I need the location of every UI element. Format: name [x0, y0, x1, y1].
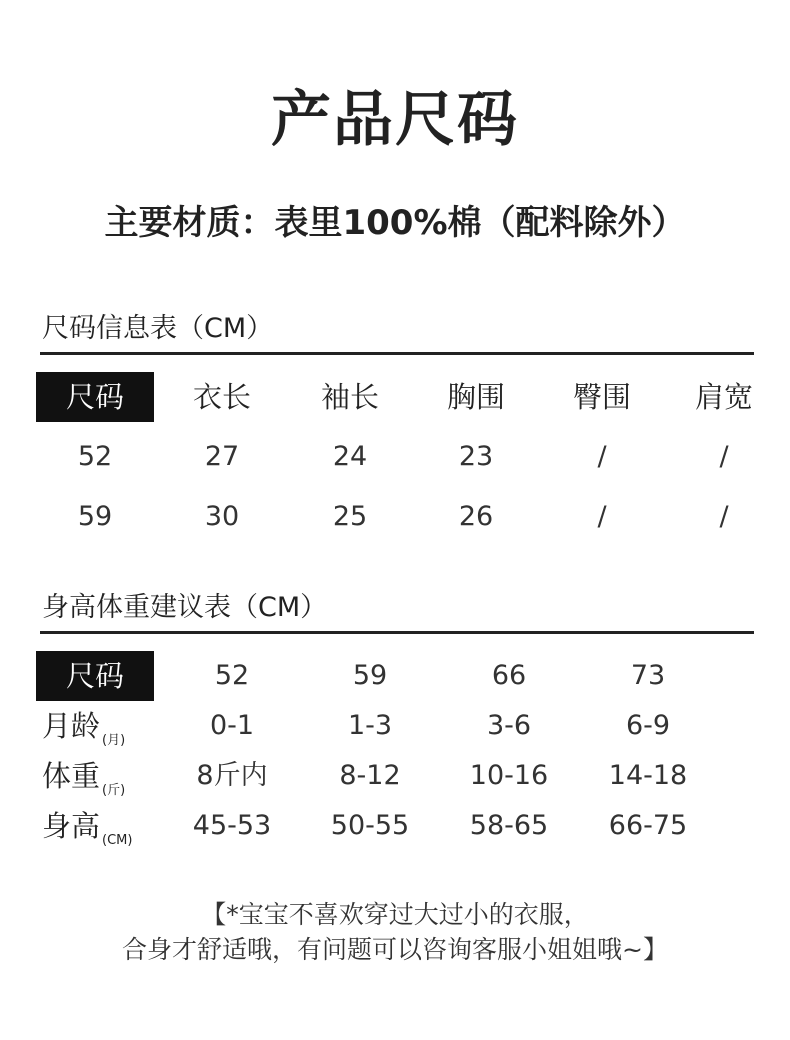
table-cell: 3-6	[486, 710, 532, 741]
page-title: 产品尺码	[271, 85, 519, 155]
suggest-table-title: 身高体重建议表（CM）	[42, 592, 328, 623]
material-info: 主要材质：表里100%棉（配料除外）	[104, 203, 686, 243]
table-cell: 66-75	[608, 810, 688, 841]
footer-note-line-1: 【*宝宝不喜欢穿过大过小的衣服，	[201, 900, 589, 929]
weight-unit: (斤)	[102, 783, 126, 798]
size-table-divider	[40, 352, 754, 355]
table-cell: 0-1	[209, 710, 255, 741]
table-cell: 30	[204, 501, 240, 532]
table-cell: 27	[204, 441, 240, 472]
table-cell: 10-16	[469, 760, 549, 791]
table-cell: 8斤内	[196, 760, 268, 791]
size-header-cell: 尺码	[36, 372, 154, 422]
weight-row-label: 体重 $_{(斤)}$	[42, 759, 126, 798]
size-table-title: 尺码信息表（CM）	[42, 313, 274, 344]
table-cell: 23	[458, 441, 494, 472]
chest-header: 胸围	[446, 380, 505, 414]
suggest-size-header-cell: 尺码	[36, 651, 154, 701]
sleeve-header: 袖长	[320, 380, 379, 414]
table-cell: 1-3	[347, 710, 393, 741]
table-cell: 26	[458, 501, 494, 532]
table-cell: 58-65	[469, 810, 549, 841]
table-cell: 45-53	[192, 810, 272, 841]
table-cell: /	[719, 441, 729, 472]
height-unit: (CM)	[102, 833, 133, 848]
size-column-header: 66	[491, 660, 527, 691]
shoulder-header: 肩宽	[694, 380, 753, 414]
age-unit: (月)	[102, 733, 126, 748]
table-cell: /	[597, 441, 607, 472]
size-column-header: 59	[352, 660, 388, 691]
age-row-label: 月龄 $_{(月)}$	[42, 709, 126, 748]
table-cell: 52	[77, 441, 113, 472]
table-cell: /	[719, 501, 729, 532]
table-cell: 8-12	[339, 760, 401, 791]
size-column-header: 73	[630, 660, 666, 691]
table-cell: 24	[332, 441, 368, 472]
table-cell: 25	[332, 501, 368, 532]
table-cell: /	[597, 501, 607, 532]
table-cell: 6-9	[625, 710, 671, 741]
suggest-table-divider	[40, 631, 754, 634]
table-cell: 14-18	[608, 760, 688, 791]
hip-header: 臀围	[572, 380, 631, 414]
height-row-label: 身高 $_{(CM)}$	[42, 809, 133, 848]
length-header: 衣长	[192, 380, 251, 414]
table-cell: 50-55	[330, 810, 410, 841]
footer-note-line-2: 合身才舒适哦，有问题可以咨询客服小姐姐哦~】	[122, 935, 668, 964]
size-column-header: 52	[214, 660, 250, 691]
table-cell: 59	[77, 501, 113, 532]
